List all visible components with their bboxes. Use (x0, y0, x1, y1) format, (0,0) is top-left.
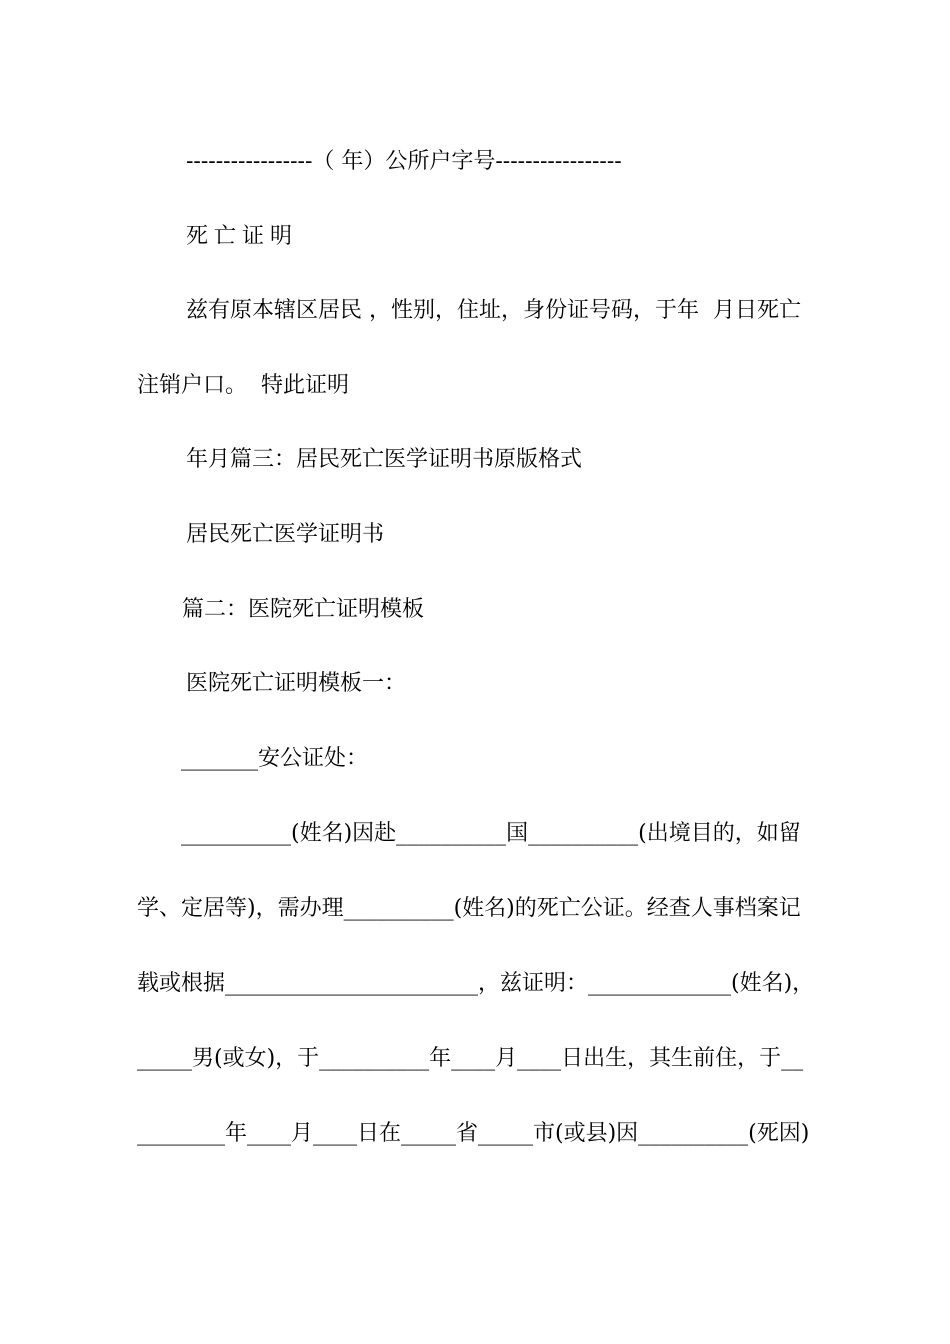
paragraph-line: 注销户口。 特此证明 (137, 373, 349, 398)
addressee-line: _______安公证处： (181, 746, 369, 771)
section-heading: 年月篇三：居民死亡医学证明书原版格式 (186, 447, 583, 472)
certificate-title: 死亡证明 (186, 224, 299, 249)
section-heading: 居民死亡医学证明书 (186, 522, 385, 547)
paragraph-line: 载或根据_______________________，兹证明：_____________(姓名)， (137, 971, 815, 996)
header-line: -----------------（ 年）公所户字号----------------- (186, 149, 622, 174)
section-heading: 医院死亡证明模板一： (186, 671, 407, 696)
paragraph-line: _____男(或女)，于__________年____月____日出生，其生前住，于__ (137, 1046, 804, 1071)
paragraph-line: 兹有原本辖区居民 ，性别，住址，身份证号码，于年 月日死亡 (186, 298, 801, 323)
paragraph-line: 学、定居等)，需办理__________(姓名)的死亡公证。经查人事档案记 (137, 896, 801, 921)
section-heading: 篇二：医院死亡证明模板 (182, 597, 425, 622)
paragraph-line: ________年____月____日在_____省_____市(或县)因__________(死因) (137, 1121, 810, 1146)
paragraph-line: __________(姓名)因赴__________国__________(出境目的，如留 (181, 821, 801, 846)
